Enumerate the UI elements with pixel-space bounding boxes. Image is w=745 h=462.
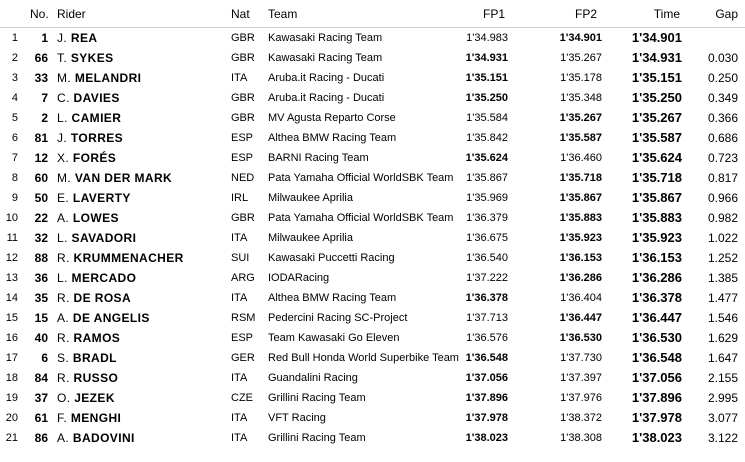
fp2-time: 1'35.267 xyxy=(559,112,602,124)
rider-name xyxy=(57,371,118,385)
team-name: Pata Yamaha Official WorldSBK Team xyxy=(268,172,454,184)
rider-initial: E. xyxy=(57,191,70,205)
fp1-time: 1'37.056 xyxy=(465,372,508,384)
rider-surname: JEZEK xyxy=(74,391,115,405)
fp2-time: 1'35.883 xyxy=(559,212,602,224)
team-name: Pedercini Racing SC-Project xyxy=(268,312,408,324)
rider-surname: KRUMMENACHER xyxy=(73,251,184,265)
nationality: CZE xyxy=(231,392,253,404)
best-time: 1'36.530 xyxy=(631,330,682,345)
rider-surname: RAMOS xyxy=(73,331,121,345)
position: 1 xyxy=(11,32,18,44)
table-row xyxy=(0,128,745,148)
gap: 0.966 xyxy=(707,191,738,205)
table-row xyxy=(0,28,745,48)
fp1-time: 1'36.675 xyxy=(466,232,508,244)
gap: 3.077 xyxy=(707,411,738,425)
team-name: Althea BMW Racing Team xyxy=(268,132,397,144)
fp2-time: 1'36.530 xyxy=(559,332,602,344)
position: 21 xyxy=(5,432,18,444)
header-fp2: FP2 xyxy=(574,7,597,21)
table-row xyxy=(0,428,745,448)
rider-surname: RUSSO xyxy=(73,371,119,385)
fp1-time: 1'35.969 xyxy=(466,192,508,204)
gap: 2.995 xyxy=(707,391,738,405)
fp2-time: 1'36.153 xyxy=(559,252,602,264)
best-time: 1'35.624 xyxy=(631,150,682,165)
table-row xyxy=(0,108,745,128)
fp2-time: 1'36.447 xyxy=(559,312,602,324)
gap: 0.250 xyxy=(707,71,738,85)
rider-number: 36 xyxy=(34,271,48,285)
table-row xyxy=(0,188,745,208)
team-name: Guandalini Racing xyxy=(268,372,358,384)
rider-name xyxy=(57,271,136,285)
fp1-time: 1'36.540 xyxy=(466,252,508,264)
team-name: Milwaukee Aprilia xyxy=(268,232,353,244)
rider-initial: A. xyxy=(57,311,70,325)
rider-number: 61 xyxy=(34,411,48,425)
rider-number: 22 xyxy=(34,211,48,225)
rider-surname: LOWES xyxy=(72,211,119,225)
rider-number: 66 xyxy=(34,51,48,65)
nationality: NED xyxy=(231,172,255,184)
best-time: 1'38.023 xyxy=(631,430,682,445)
table-row xyxy=(0,288,745,308)
nationality: ITA xyxy=(231,372,248,384)
fp1-time: 1'35.867 xyxy=(466,172,508,184)
team-name: Kawasaki Racing Team xyxy=(268,32,383,44)
position: 14 xyxy=(5,292,18,304)
fp1-time: 1'35.584 xyxy=(466,112,508,124)
rider-initial: T. xyxy=(57,51,68,65)
rider-initial: R. xyxy=(57,331,70,345)
rider-initial: J. xyxy=(57,131,68,145)
fp2-time: 1'36.286 xyxy=(559,272,602,284)
rider-number: 12 xyxy=(34,151,48,165)
best-time: 1'36.153 xyxy=(631,250,682,265)
rider-number: 32 xyxy=(34,231,48,245)
rider-initial: L. xyxy=(57,271,68,285)
team-name: Kawasaki Racing Team xyxy=(268,52,383,64)
fp1-time: 1'36.378 xyxy=(465,292,508,304)
gap: 1.647 xyxy=(707,351,738,365)
rider-initial: X. xyxy=(57,151,70,165)
fp2-time: 1'37.397 xyxy=(560,372,602,384)
rider-initial: M. xyxy=(57,171,72,185)
gap: 0.686 xyxy=(707,131,738,145)
table-row xyxy=(0,308,745,328)
team-name: Grillini Racing Team xyxy=(268,392,366,404)
rider-number: 6 xyxy=(41,351,48,365)
position: 3 xyxy=(11,72,18,84)
rider-name xyxy=(57,211,119,225)
rider-surname: SAVADORI xyxy=(71,231,137,245)
best-time: 1'35.718 xyxy=(631,170,682,185)
team-name: Kawasaki Puccetti Racing xyxy=(268,252,395,264)
rider-name xyxy=(57,331,120,345)
rider-surname: BRADL xyxy=(72,351,117,365)
header-fp1: FP1 xyxy=(482,7,505,21)
position: 11 xyxy=(6,232,18,244)
table-row xyxy=(0,248,745,268)
rider-number: 86 xyxy=(34,431,48,445)
position: 4 xyxy=(11,92,18,104)
rider-initial: L. xyxy=(57,111,68,125)
header-time: Time xyxy=(653,7,680,21)
rider-name xyxy=(57,51,114,65)
fp2-time: 1'35.867 xyxy=(559,192,602,204)
nationality: ITA xyxy=(231,232,248,244)
table-row xyxy=(0,88,745,108)
rider-surname: CAMIER xyxy=(71,111,122,125)
position: 19 xyxy=(5,392,18,404)
team-name: MV Agusta Reparto Corse xyxy=(268,112,396,124)
fp2-time: 1'35.267 xyxy=(560,52,602,64)
gap: 2.155 xyxy=(707,371,738,385)
rider-name xyxy=(57,71,141,85)
rider-surname: SYKES xyxy=(70,51,114,65)
rider-initial: R. xyxy=(57,371,70,385)
rider-name xyxy=(57,91,120,105)
team-name: Aruba.it Racing - Ducati xyxy=(268,92,385,104)
fp1-time: 1'35.250 xyxy=(465,92,508,104)
rider-name xyxy=(57,191,131,205)
team-name: Red Bull Honda World Superbike Team xyxy=(268,352,459,364)
nationality: ARG xyxy=(231,272,255,284)
fp1-time: 1'36.548 xyxy=(465,352,508,364)
fp2-time: 1'38.372 xyxy=(560,412,602,424)
gap: 0.723 xyxy=(707,151,738,165)
best-time: 1'37.896 xyxy=(631,390,682,405)
nationality: GER xyxy=(231,352,255,364)
table-row xyxy=(0,388,745,408)
best-time: 1'35.151 xyxy=(631,70,682,85)
rider-number: 33 xyxy=(34,71,48,85)
rider-surname: VAN DER MARK xyxy=(74,171,173,185)
rider-surname: FORÉS xyxy=(72,151,117,165)
position: 18 xyxy=(5,372,18,384)
rider-initial: J. xyxy=(57,31,68,45)
rider-number: 50 xyxy=(34,191,48,205)
table-row xyxy=(0,48,745,68)
header-team: Team xyxy=(268,7,298,21)
table-row xyxy=(0,148,745,168)
best-time: 1'34.901 xyxy=(631,30,682,45)
rider-initial: R. xyxy=(57,291,70,305)
table-header xyxy=(0,0,745,28)
fp2-time: 1'35.923 xyxy=(559,232,602,244)
best-time: 1'35.867 xyxy=(631,190,682,205)
rider-surname: MERCADO xyxy=(71,271,137,285)
team-name: BARNI Racing Team xyxy=(268,152,369,164)
fp2-time: 1'38.308 xyxy=(560,432,602,444)
position: 20 xyxy=(5,412,18,424)
rider-number: 15 xyxy=(34,311,48,325)
fp1-time: 1'37.713 xyxy=(466,312,508,324)
table-row xyxy=(0,408,745,428)
best-time: 1'35.923 xyxy=(631,230,682,245)
rider-initial: C. xyxy=(57,91,70,105)
rider-number: 60 xyxy=(34,171,48,185)
rider-number: 37 xyxy=(34,391,48,405)
best-time: 1'36.378 xyxy=(631,290,682,305)
rider-name xyxy=(57,171,172,185)
position: 2 xyxy=(11,52,18,64)
nationality: ESP xyxy=(231,332,254,344)
rider-name xyxy=(57,111,121,125)
rider-initial: R. xyxy=(57,251,70,265)
nationality: RSM xyxy=(231,312,256,324)
fp1-time: 1'36.379 xyxy=(466,212,508,224)
best-time: 1'35.250 xyxy=(631,90,682,105)
rider-name xyxy=(57,31,97,45)
table-row xyxy=(0,168,745,188)
best-time: 1'36.548 xyxy=(631,350,682,365)
rider-number: 84 xyxy=(34,371,48,385)
fp2-time: 1'36.460 xyxy=(560,152,602,164)
nationality: SUI xyxy=(231,252,250,264)
position: 5 xyxy=(11,112,18,124)
best-time: 1'36.286 xyxy=(631,270,682,285)
best-time: 1'37.978 xyxy=(631,410,682,425)
rider-surname: DAVIES xyxy=(73,91,120,105)
fp2-time: 1'34.901 xyxy=(559,32,602,44)
position: 8 xyxy=(11,172,18,184)
position: 16 xyxy=(5,332,18,344)
fp1-time: 1'38.023 xyxy=(465,432,508,444)
team-name: Aruba.it Racing - Ducati xyxy=(268,72,385,84)
rider-name xyxy=(57,311,150,325)
position: 15 xyxy=(5,312,18,324)
gap: 0.366 xyxy=(707,111,738,125)
table-row xyxy=(0,268,745,288)
rider-surname: MENGHI xyxy=(70,411,122,425)
fp1-time: 1'37.978 xyxy=(465,412,508,424)
rider-name xyxy=(57,351,117,365)
rider-name xyxy=(57,391,115,405)
nationality: GBR xyxy=(231,32,255,44)
rider-initial: L. xyxy=(57,231,68,245)
nationality: GBR xyxy=(231,52,255,64)
gap: 0.030 xyxy=(707,51,738,65)
header-rider: Rider xyxy=(57,7,86,21)
best-time: 1'34.931 xyxy=(631,50,682,65)
gap: 0.982 xyxy=(707,211,738,225)
team-name: Grillini Racing Team xyxy=(268,432,366,444)
position: 12 xyxy=(5,252,18,264)
rider-initial: A. xyxy=(57,431,70,445)
rider-number: 2 xyxy=(41,111,48,125)
team-name: Althea BMW Racing Team xyxy=(268,292,397,304)
nationality: ITA xyxy=(231,432,248,444)
gap: 1.385 xyxy=(707,271,738,285)
rider-initial: M. xyxy=(57,71,72,85)
rider-surname: REA xyxy=(70,31,98,45)
rider-name xyxy=(57,131,123,145)
fp2-time: 1'36.404 xyxy=(560,292,602,304)
nationality: GBR xyxy=(231,212,255,224)
rider-surname: TORRES xyxy=(70,131,124,145)
fp1-time: 1'36.576 xyxy=(466,332,508,344)
rider-surname: DE ANGELIS xyxy=(72,311,150,325)
nationality: ITA xyxy=(231,412,248,424)
fp1-time: 1'35.624 xyxy=(465,152,508,164)
rider-name xyxy=(57,151,116,165)
fp2-time: 1'35.718 xyxy=(559,172,602,184)
best-time: 1'36.447 xyxy=(631,310,682,325)
gap: 1.252 xyxy=(707,251,738,265)
table-row xyxy=(0,208,745,228)
fp1-time: 1'35.842 xyxy=(466,132,508,144)
rider-initial: F. xyxy=(57,411,68,425)
rider-number: 35 xyxy=(34,291,48,305)
gap: 0.817 xyxy=(707,171,738,185)
gap: 1.546 xyxy=(707,311,738,325)
rider-number: 88 xyxy=(34,251,48,265)
rider-initial: O. xyxy=(57,391,71,405)
rider-number: 40 xyxy=(34,331,48,345)
fp2-time: 1'35.178 xyxy=(560,72,602,84)
rider-name xyxy=(57,291,131,305)
position: 13 xyxy=(5,272,18,284)
fp1-time: 1'37.896 xyxy=(465,392,508,404)
gap: 1.629 xyxy=(707,331,738,345)
table-row xyxy=(0,348,745,368)
position: 7 xyxy=(11,152,18,164)
rider-number: 1 xyxy=(41,31,48,45)
rider-name xyxy=(57,231,136,245)
table-row xyxy=(0,328,745,348)
rider-surname: BADOVINI xyxy=(72,431,135,445)
rider-number: 7 xyxy=(41,91,48,105)
fp1-time: 1'35.151 xyxy=(465,72,508,84)
team-name: VFT Racing xyxy=(268,412,326,424)
rider-initial: S. xyxy=(57,351,70,365)
best-time: 1'37.056 xyxy=(631,370,682,385)
table-row xyxy=(0,68,745,88)
fp2-time: 1'37.976 xyxy=(560,392,602,404)
best-time: 1'35.267 xyxy=(631,110,682,125)
fp1-time: 1'34.983 xyxy=(466,32,508,44)
gap: 0.349 xyxy=(707,91,738,105)
gap: 1.022 xyxy=(707,231,738,245)
fp1-time: 1'34.931 xyxy=(465,52,508,64)
position: 17 xyxy=(5,352,18,364)
header-gap: Gap xyxy=(715,7,738,21)
nationality: IRL xyxy=(231,192,249,204)
rider-initial: A. xyxy=(57,211,70,225)
nationality: ESP xyxy=(231,132,254,144)
position: 9 xyxy=(11,192,18,204)
fp1-time: 1'37.222 xyxy=(466,272,508,284)
gap: 3.122 xyxy=(707,431,738,445)
nationality: GBR xyxy=(231,112,255,124)
header-nat: Nat xyxy=(231,7,250,21)
table-row xyxy=(0,228,745,248)
rider-name xyxy=(57,431,135,445)
team-name: Team Kawasaki Go Eleven xyxy=(268,332,400,344)
best-time: 1'35.883 xyxy=(631,210,682,225)
rider-surname: LAVERTY xyxy=(72,191,131,205)
nationality: ITA xyxy=(231,292,248,304)
nationality: GBR xyxy=(231,92,255,104)
rider-surname: MELANDRI xyxy=(74,71,142,85)
nationality: ITA xyxy=(231,72,248,84)
table-row xyxy=(0,368,745,388)
team-name: IODARacing xyxy=(268,272,330,284)
header-no: No. xyxy=(30,7,49,21)
team-name: Pata Yamaha Official WorldSBK Team xyxy=(268,212,454,224)
gap: 1.477 xyxy=(707,291,738,305)
fp2-time: 1'35.587 xyxy=(559,132,602,144)
position: 10 xyxy=(5,212,18,224)
rider-surname: DE ROSA xyxy=(73,291,132,305)
rider-name xyxy=(57,411,121,425)
rider-number: 81 xyxy=(34,131,48,145)
team-name: Milwaukee Aprilia xyxy=(268,192,353,204)
best-time: 1'35.587 xyxy=(631,130,682,145)
rider-name xyxy=(57,251,184,265)
nationality: ESP xyxy=(231,152,254,164)
position: 6 xyxy=(11,132,18,144)
fp2-time: 1'35.348 xyxy=(560,92,602,104)
fp2-time: 1'37.730 xyxy=(560,352,602,364)
